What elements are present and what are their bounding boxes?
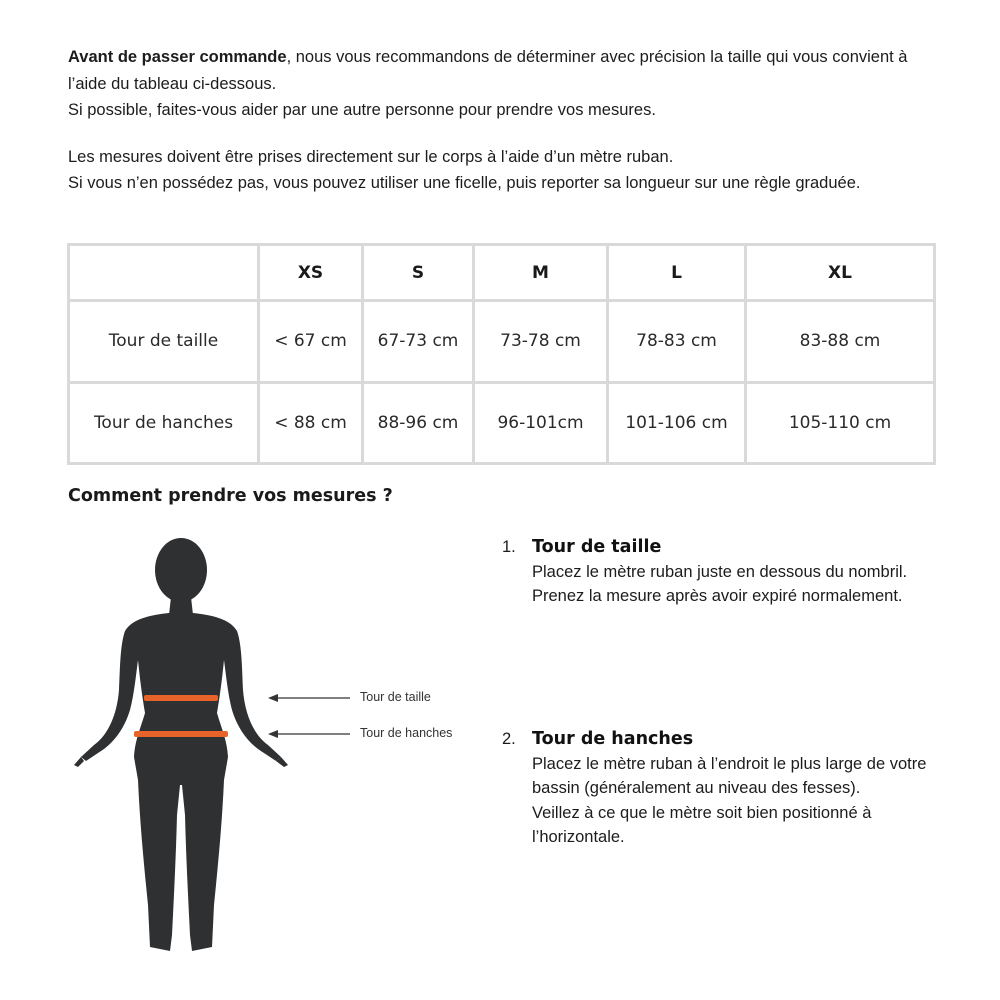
body-silhouette (74, 538, 288, 951)
body-measurement-figure (70, 535, 480, 960)
hip-measure-band (134, 731, 228, 737)
size-table (67, 243, 936, 465)
howto-title: Comment prendre vos mesures ? (68, 486, 393, 506)
table-row (69, 301, 935, 382)
table-cell: 88-96 cm (363, 382, 474, 463)
arrow-icon (268, 694, 350, 738)
size-header-m: M (474, 245, 608, 301)
figure-label-waist: Tour de taille (360, 690, 431, 704)
table-cell: < 88 cm (259, 382, 363, 463)
steps-list (502, 535, 932, 846)
row-label-waist: Tour de taille (69, 301, 259, 382)
list-item (502, 535, 932, 609)
table-cell: < 67 cm (259, 301, 363, 382)
intro-paragraph-1 (68, 44, 938, 124)
step-text: Prenez la mesure après avoir expiré normalement. (532, 587, 903, 605)
step-number: 2. (502, 730, 516, 748)
step-text: Placez le mètre ruban juste en dessous du nombril. (532, 562, 908, 581)
size-header-xl: XL (746, 245, 935, 301)
table-row (69, 382, 935, 463)
step-title: Tour de hanches (532, 729, 694, 749)
step-text: Placez le mètre ruban à l’endroit le plus large de votre bassin (généralement au niveau des fesses). (532, 754, 927, 797)
figure-label-hips: Tour de hanches (360, 726, 453, 740)
intro-para2-line2: Si vous n’en possédez pas, vous pouvez utiliser une ficelle, puis reporter sa longueur sur une règle graduée. (68, 174, 861, 192)
intro-text (68, 44, 938, 197)
table-cell: 105-110 cm (746, 382, 935, 463)
intro-bold-lead: Avant de passer commande (68, 48, 287, 66)
row-label-hips: Tour de hanches (69, 382, 259, 463)
step-text: Veillez à ce que le mètre soit bien positionné à l’horizontale. (532, 803, 872, 846)
table-cell: 73-78 cm (474, 301, 608, 382)
step-number: 1. (502, 538, 516, 556)
table-cell: 83-88 cm (746, 301, 935, 382)
list-item (502, 727, 962, 850)
step-title: Tour de taille (532, 537, 662, 557)
size-header-empty (69, 245, 259, 301)
size-table-header-row (69, 245, 935, 301)
intro-para2-line1: Les mesures doivent être prises directement sur le corps à l’aide d’un mètre ruban. (68, 147, 674, 166)
intro-line1: , nous vous recommandons de déterminer avec précision la taille qui vous convient à l’aide du tableau ci-dessous. (68, 48, 908, 93)
size-header-l: L (608, 245, 746, 301)
intro-paragraph-2 (68, 144, 938, 197)
table-cell: 67-73 cm (363, 301, 474, 382)
size-header-xs: XS (259, 245, 363, 301)
intro-line2: Si possible, faites-vous aider par une autre personne pour prendre vos mesures. (68, 101, 656, 119)
size-header-s: S (363, 245, 474, 301)
table-cell: 96-101cm (474, 382, 608, 463)
table-cell: 101-106 cm (608, 382, 746, 463)
body-silhouette-illustration (70, 535, 480, 960)
table-cell: 78-83 cm (608, 301, 746, 382)
waist-measure-band (144, 695, 218, 701)
